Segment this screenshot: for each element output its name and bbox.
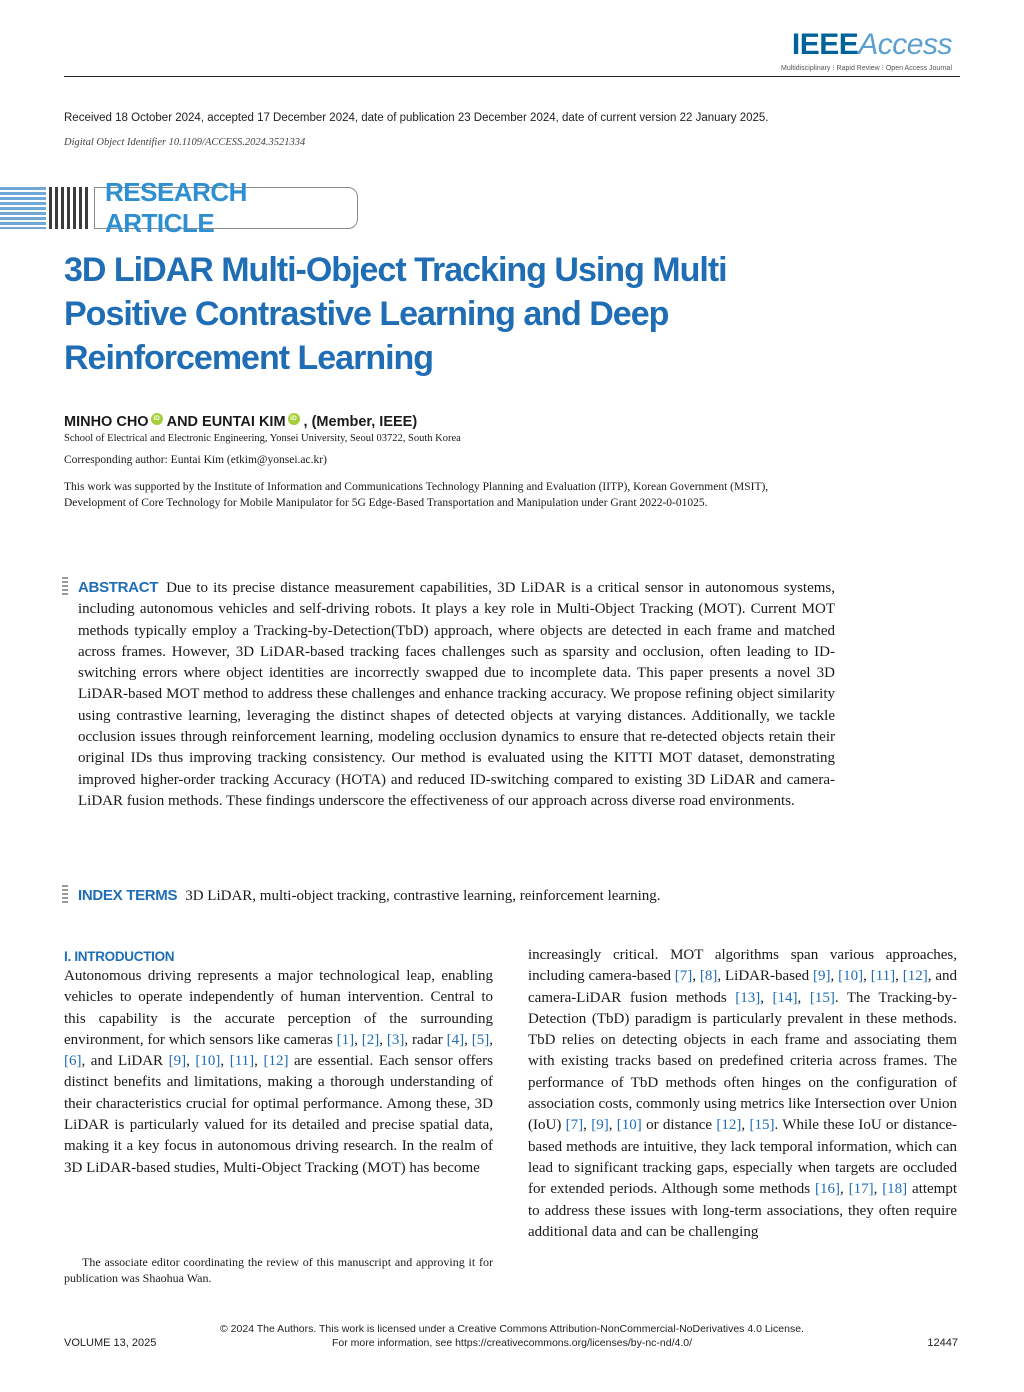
citation-link[interactable]: [10] <box>616 1117 642 1134</box>
affiliation: School of Electrical and Electronic Engineering, Yonsei University, Seoul 03722, South Korea <box>64 433 461 444</box>
citation-link[interactable]: [15] <box>749 1117 775 1134</box>
citation-link[interactable]: [9] <box>168 1053 187 1070</box>
orcid-icon[interactable]: iD <box>288 413 300 425</box>
journal-logo <box>781 28 952 72</box>
body-text: or distance <box>641 1117 717 1134</box>
citation-link[interactable]: [6] <box>64 1053 82 1070</box>
received-dates: Received 18 October 2024, accepted 17 December 2024, date of publication 23 December 2024, date of current version 22 January 2025. <box>64 112 769 124</box>
section-heading-introduction: I. INTRODUCTION <box>64 949 175 964</box>
citation-link[interactable]: [2] <box>361 1031 380 1048</box>
header-divider <box>64 76 960 77</box>
body-text: , <box>797 989 810 1006</box>
citation-link[interactable]: [12] <box>902 968 928 985</box>
citation-link[interactable]: [17] <box>848 1181 874 1198</box>
body-column-left <box>64 966 493 1179</box>
footnote-text: The associate editor coordinating the review of this manuscript and approving it for publication was Shaohua Wan. <box>64 1255 493 1285</box>
index-terms-marker <box>62 885 68 905</box>
citation-link[interactable]: [8] <box>699 968 718 985</box>
citation-link[interactable]: [10] <box>838 968 864 985</box>
logo-access: Access <box>858 28 952 61</box>
body-text: , <box>489 1031 494 1048</box>
citation-link[interactable]: [12] <box>716 1117 742 1134</box>
body-text: are essential. Each sensor offers distinct benefits and limitations, making a thorough understanding of their characteristics crucial for optimal performance. Among these, 3D LiDAR is particularly valued for its detailed and precise spatial data, making it a key focus in autonomous driving research. In the realm of 3D LiDAR-based studies, Multi-Object Tracking (MOT) has become <box>64 1053 493 1176</box>
author-1: MINHO CHO <box>64 414 149 430</box>
citation-link[interactable]: [1] <box>336 1031 355 1048</box>
citation-link[interactable]: [12] <box>263 1053 289 1070</box>
logo-ieee: IEEE <box>791 28 859 61</box>
body-text: increasingly critical. MOT algorithms span various approaches, including camera-based <box>528 947 957 985</box>
body-text: , radar <box>404 1031 447 1048</box>
article-type-label: RESEARCH ARTICLE <box>105 177 247 238</box>
abstract-label: ABSTRACT <box>78 579 159 596</box>
body-text: , <box>863 968 871 985</box>
citation-link[interactable]: [16] <box>814 1181 840 1198</box>
body-text: , and camera-LiDAR fusion methods <box>528 968 958 1006</box>
abstract-text: Due to its precise distance measurement capabilities, 3D LiDAR is a critical sensor in autonomous systems, including autonomous vehicles and self-driving robots. It plays a key role in Multi-Object Tracking (MOT). Current MOT methods typically employ a Tracking-by-Detection(TbD) approach, where objects are detected in each frame and matched across frames. However, 3D LiDAR-based tracking faces challenges such as sparsity and occlusion, often leading to ID-switching errors where object identities are incorrectly swapped due to incomplete data. This paper presents a novel 3D LiDAR-based MOT method to address these challenges and enhance tracking accuracy. We propose refining object similarity using contrastive learning, leveraging the distinct shapes of detected objects at varying distances. Additionally, we tackle occlusion issues through reinforcement learning, modeling occlusion dynamics to ensure that re-detected objects retain their original IDs thus improving tracking consistency. Our method is evaluated using the KITTI MOT dataset, demonstrating improved higher-order tracking Accuracy (HOTA) and reduced ID-switching compared to existing 3D LiDAR and camera-LiDAR fusion methods. These findings underscore the effectiveness of our approach across diverse road environments. <box>78 580 835 809</box>
body-text: , <box>354 1031 362 1048</box>
citation-link[interactable]: [13] <box>735 989 761 1006</box>
citation-link[interactable]: [4] <box>446 1031 465 1048</box>
body-text: , <box>220 1053 230 1070</box>
abstract <box>78 577 835 812</box>
body-text: , <box>464 1031 472 1048</box>
body-text: , <box>741 1117 750 1134</box>
body-column-right <box>528 945 957 1243</box>
author-line <box>64 413 417 430</box>
orcid-icon[interactable]: iD <box>151 413 163 425</box>
citation-link[interactable]: [11] <box>870 968 896 985</box>
body-text: attempt to address these issues with long-term associations, they often require additional data and can be challenging <box>528 1181 958 1240</box>
volume-info: VOLUME 13, 2025 <box>64 1337 157 1349</box>
logo-tagline: Multidisciplinary ⁝ Rapid Review ⁝ Open Access Journal <box>781 65 952 72</box>
editor-footnote <box>64 1254 493 1286</box>
body-text: , <box>583 1117 592 1134</box>
banner-bars <box>49 187 91 229</box>
body-text: , <box>608 1117 617 1134</box>
body-text: , <box>760 989 773 1006</box>
license-line-2[interactable]: For more information, see https://creativecommons.org/licenses/by-nc-nd/4.0/ <box>331 1337 693 1349</box>
citation-link[interactable]: [5] <box>471 1031 490 1048</box>
paper-title: 3D LiDAR Multi-Object Tracking Using Multi Positive Contrastive Learning and Deep Reinforcement Learning <box>64 251 727 377</box>
citation-link[interactable]: [9] <box>813 968 831 985</box>
citation-link[interactable]: [3] <box>386 1031 405 1048</box>
article-type-banner <box>94 177 358 238</box>
funding-statement: This work was supported by the Institute of Information and Communications Technology Planning and Evaluation (IITP), Korean Government (MSIT), Development of Core Technology for Mobile Manipulator for 5G Edge-Based Transportation and Manipulation under Grant 2022-0-01025. <box>64 481 769 509</box>
citation-link[interactable]: [7] <box>674 968 693 985</box>
body-text: , <box>254 1053 264 1070</box>
body-text: , <box>830 968 839 985</box>
body-text: Autonomous driving represents a major technological leap, enabling vehicles to operate independently of human intervention. Central to this capability is the accurate perception of the surrounding environment, for which sensors like cameras <box>64 968 493 1048</box>
body-text: , LiDAR-based <box>717 968 813 985</box>
author-membership: , (Member, IEEE) <box>303 414 418 430</box>
page-number: 12447 <box>927 1337 958 1349</box>
author-2: AND EUNTAI KIM <box>166 414 286 430</box>
body-text: . While these IoU or distance-based methods are intuitive, they lack temporal information, which can lead to significant tracking gaps, especially when targets are occluded for extended periods. Although some methods <box>528 1117 958 1198</box>
citation-link[interactable]: [18] <box>882 1181 908 1198</box>
citation-link[interactable]: [14] <box>772 989 798 1006</box>
body-text: , <box>692 968 700 985</box>
citation-link[interactable]: [10] <box>195 1053 221 1070</box>
index-terms-text: 3D LiDAR, multi-object tracking, contrastive learning, reinforcement learning. <box>185 888 661 904</box>
citation-link[interactable]: [7] <box>565 1117 584 1134</box>
banner-stripes <box>0 187 46 229</box>
body-text: , <box>895 968 903 985</box>
body-text: . The Tracking-by-Detection (TbD) paradigm is particularly prevalent in these methods. TbD relies on detecting objects in each frame and associating them with existing tracks based on predefined criteria across frames. The performance of TbD methods often hinges on the configuration of association costs, commonly using metrics like Intersection over Union (IoU) <box>528 989 958 1134</box>
citation-link[interactable]: [11] <box>229 1053 255 1070</box>
index-terms-label: INDEX TERMS <box>78 887 178 904</box>
doi: Digital Object Identifier 10.1109/ACCESS.2024.3521334 <box>64 137 306 148</box>
citation-link[interactable]: [9] <box>591 1117 609 1134</box>
body-text: , <box>186 1053 196 1070</box>
abstract-marker <box>62 577 68 597</box>
license-line-1: © 2024 The Authors. This work is licensed under a Creative Commons Attribution-NonCommercial-NoDerivatives 4.0 License. <box>220 1323 804 1335</box>
citation-link[interactable]: [15] <box>809 989 835 1006</box>
body-text: , <box>839 1181 849 1198</box>
corresponding-author: Corresponding author: Euntai Kim (etkim@yonsei.ac.kr) <box>64 454 327 466</box>
body-text: , <box>379 1031 387 1048</box>
body-text: , <box>873 1181 883 1198</box>
index-terms <box>78 885 838 907</box>
body-text: , and LiDAR <box>81 1053 169 1070</box>
